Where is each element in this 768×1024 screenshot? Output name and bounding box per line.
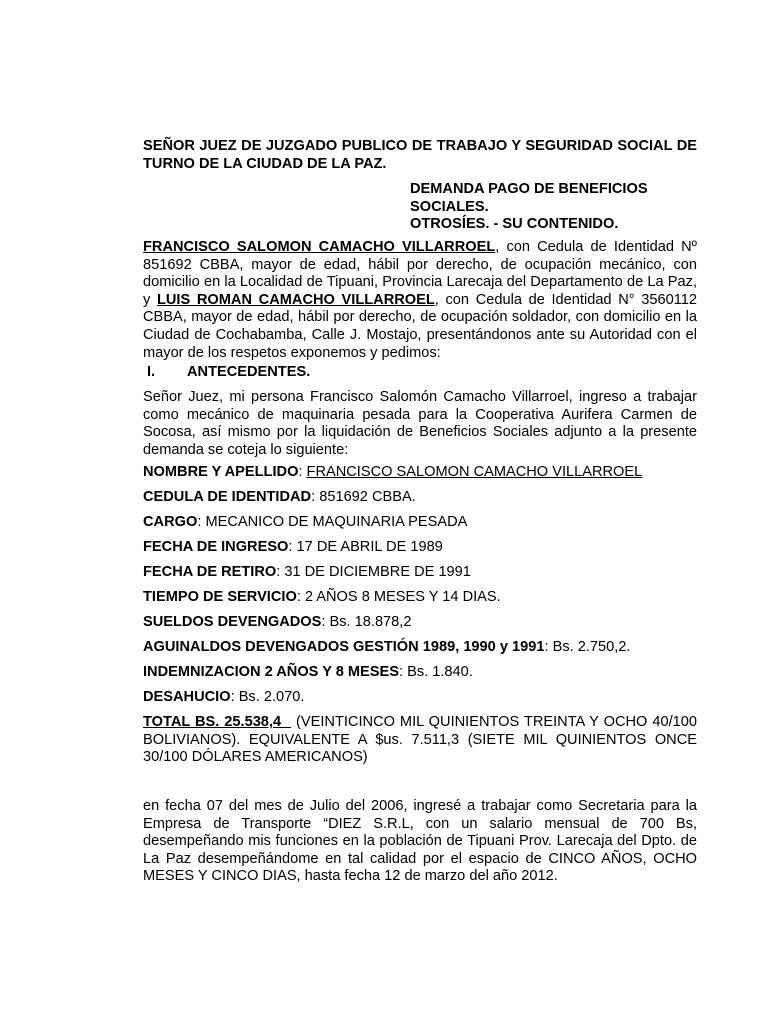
field-value: Bs. 1.840. bbox=[407, 664, 473, 680]
field-label: FECHA DE INGRESO bbox=[143, 539, 289, 555]
field-value: Bs. 2.750,2. bbox=[552, 639, 631, 655]
field-label: SUELDOS DEVENGADOS bbox=[143, 614, 322, 630]
intro-text-1: , con Cedula de Identidad Nº 851692 CBBA, mayor de edad, hábil por derecho, de ocupación mecánico, con domicilio en la Localidad de Tipuani, Provincia Larecaja del Departamento de La Paz, y bbox=[143, 239, 697, 308]
field-label: INDEMNIZACION 2 AÑOS Y 8 MESES bbox=[143, 664, 399, 680]
field-aguinaldos: AGUINALDOS DEVENGADOS GESTIÓN 1989, 1990 y 1991: Bs. 2.750,2. bbox=[143, 639, 631, 655]
reference-line-2: OTROSÍES. - SU CONTENIDO. bbox=[410, 216, 619, 233]
total-paragraph bbox=[143, 714, 697, 767]
section-heading bbox=[147, 364, 310, 382]
field-cargo: CARGO: MECANICO DE MAQUINARIA PESADA bbox=[143, 514, 468, 530]
closing-paragraph: en fecha 07 del mes de Julio del 2006, ingresé a trabajar como Secretaria para la Empresa de Transporte “DIEZ S.R.L, con un salario mensual de 700 Bs, desempeñando mis funciones en la población de Tipuani Prov. Larecaja del Dpto. de La Paz desempeñándome en tal calidad por el espacio de CINCO AÑOS, OCHO MESES Y CINCO DIAS, hasta fecha 12 de marzo del año 2012. bbox=[143, 798, 697, 885]
reference-line-1: DEMANDA PAGO DE BENEFICIOS SOCIALES. bbox=[410, 181, 648, 215]
field-label: FECHA DE RETIRO bbox=[143, 564, 277, 580]
field-value: 2 AÑOS 8 MESES Y 14 DIAS. bbox=[304, 589, 501, 605]
total-text: (VEINTICINCO MIL QUINIENTOS TREINTA Y OCHO 40/100 BOLIVIANOS). EQUIVALENTE A $us. 7.511,3 (SIETE MIL QUINIENTOS ONCE 30/100 DÓLARES AMERICANOS) bbox=[143, 714, 698, 766]
field-label: CARGO bbox=[143, 514, 198, 530]
intro-text-2: , con Cedula de Identidad N° 3560112 CBBA, mayor de edad, hábil por derecho, de ocupación soldador, con domicilio en la Ciudad de Cochabamba, Calle J. Mostajo, presentándonos ante su Autoridad con el mayor de los respetos exponemos y pedimos: bbox=[143, 291, 697, 361]
field-sueldos: SUELDOS DEVENGADOS: Bs. 18.878,2 bbox=[143, 614, 412, 630]
plaintiff-name-2: LUIS ROMAN CAMACHO VILLARROEL bbox=[156, 291, 435, 308]
total-label: TOTAL BS. 25.538,4 bbox=[143, 714, 282, 730]
intro-paragraph bbox=[143, 239, 697, 362]
field-label: DESAHUCIO bbox=[143, 689, 231, 705]
field-label: TIEMPO DE SERVICIO bbox=[143, 589, 297, 605]
field-value: MECANICO DE MAQUINARIA PESADA bbox=[205, 514, 468, 530]
field-label: NOMBRE Y APELLIDO bbox=[143, 464, 299, 480]
field-label: AGUINALDOS DEVENGADOS GESTIÓN 1989, 1990 y 1991 bbox=[143, 639, 545, 655]
field-value: 851692 CBBA. bbox=[319, 489, 416, 505]
plaintiff-name-1: FRANCISCO SALOMON CAMACHO VILLARROEL bbox=[143, 239, 496, 255]
section-title: ANTECEDENTES. bbox=[187, 364, 311, 380]
field-indemnizacion: INDEMNIZACION 2 AÑOS Y 8 MESES: Bs. 1.840. bbox=[143, 664, 473, 680]
field-value: Bs. 18.878,2 bbox=[329, 614, 412, 630]
court-heading: SEÑOR JUEZ DE JUZGADO PUBLICO DE TRABAJO Y SEGURIDAD SOCIAL DE TURNO DE LA CIUDAD DE LA PAZ. bbox=[143, 138, 697, 172]
field-value: 17 DE ABRIL DE 1989 bbox=[296, 539, 443, 555]
field-value: 31 DE DICIEMBRE DE 1991 bbox=[284, 564, 471, 580]
field-desahucio: DESAHUCIO: Bs. 2.070. bbox=[143, 689, 305, 705]
field-value: FRANCISCO SALOMON CAMACHO VILLARROEL bbox=[306, 464, 643, 480]
field-fecha-retiro: FECHA DE RETIRO: 31 DE DICIEMBRE DE 1991 bbox=[143, 564, 471, 580]
reference-block bbox=[410, 181, 697, 234]
field-label: CEDULA DE IDENTIDAD bbox=[143, 489, 312, 505]
field-fecha-ingreso: FECHA DE INGRESO: 17 DE ABRIL DE 1989 bbox=[143, 539, 443, 555]
antecedentes-paragraph: Señor Juez, mi persona Francisco Salomón Camacho Villarroel, ingreso a trabajar como mecánico de maquinaria pesada para la Cooperativa Aurifera Carmen de Socosa, así mismo por la liquidación de Beneficios Sociales adjunto a la presente demanda se coteja lo siguiente: bbox=[143, 389, 697, 458]
field-cedula: CEDULA DE IDENTIDAD: 851692 CBBA. bbox=[143, 489, 416, 505]
field-nombre: NOMBRE Y APELLIDO: FRANCISCO SALOMON CAMACHO VILLARROEL bbox=[143, 464, 643, 480]
field-tiempo-servicio: TIEMPO DE SERVICIO: 2 AÑOS 8 MESES Y 14 DIAS. bbox=[143, 589, 501, 605]
field-value: Bs. 2.070. bbox=[238, 689, 305, 705]
section-number: I. bbox=[147, 364, 156, 380]
